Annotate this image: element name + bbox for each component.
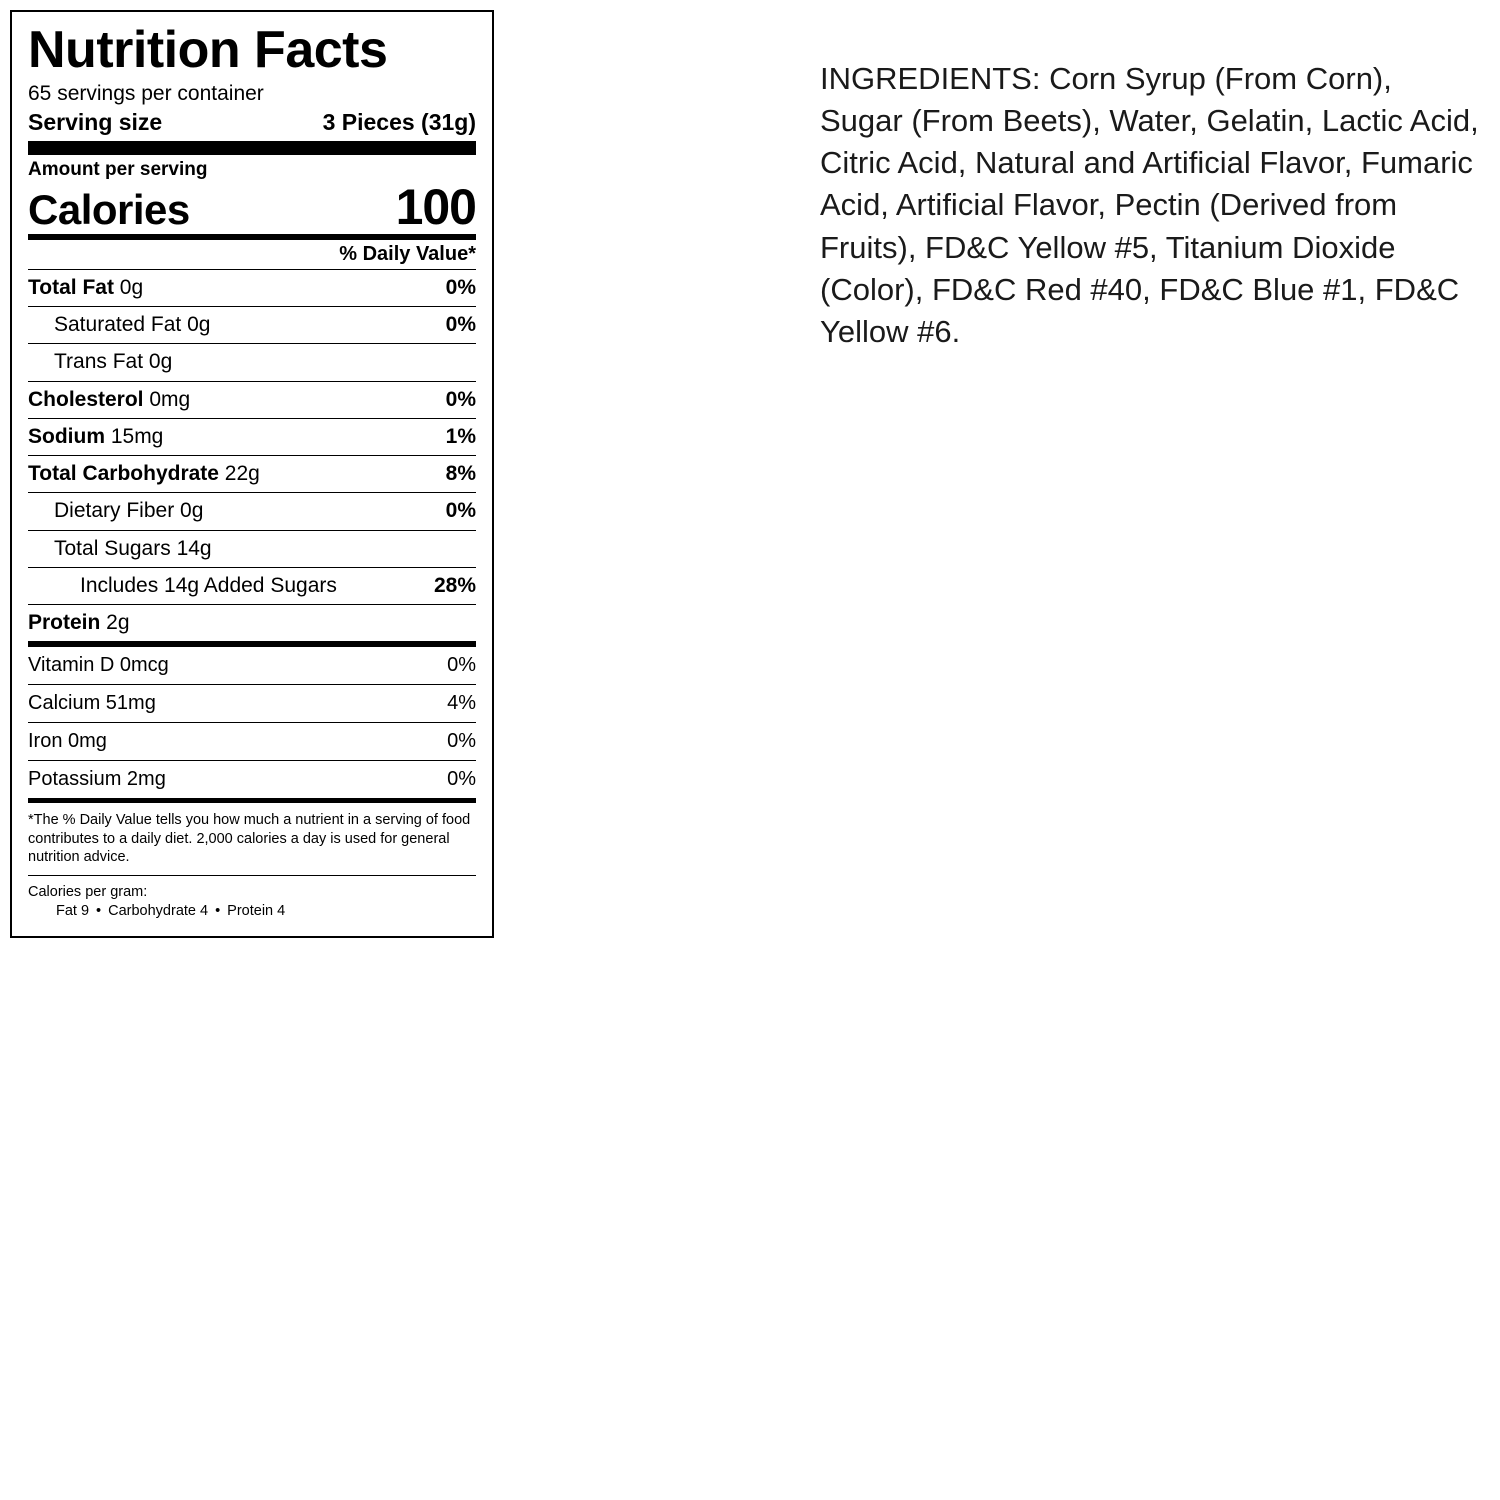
- nutrient-name: Cholesterol 0mg: [28, 387, 191, 411]
- calories-per-gram-block: [28, 876, 476, 922]
- nutrient-row: [28, 568, 476, 604]
- calories-row: [28, 178, 476, 235]
- vitamin-row: [28, 647, 476, 684]
- nutrient-row: [28, 307, 476, 343]
- nutrient-name: Protein 2g: [28, 611, 130, 635]
- serving-size-row: [28, 108, 476, 141]
- daily-value-footnote: *The % Daily Value tells you how much a nutrient in a serving of food contributes to a daily diet. 2,000 calories a day is used for general nutrition advice.: [28, 812, 471, 866]
- nutrient-row: [28, 456, 476, 492]
- vitamin-daily-value: 0%: [447, 654, 476, 677]
- calories-label: Calories: [28, 185, 190, 233]
- vitamin-row: [28, 723, 476, 760]
- calories-per-gram-item: Fat 9: [56, 903, 90, 920]
- vitamin-daily-value: 0%: [447, 730, 476, 753]
- nutrient-daily-value: 0%: [445, 313, 476, 337]
- calories-per-gram-label: Calories per gram:: [28, 883, 148, 900]
- calories-per-gram-list: [28, 902, 476, 922]
- nutrient-rows: [28, 270, 476, 642]
- nutrient-row: [28, 531, 476, 567]
- nutrient-row: [28, 493, 476, 529]
- calories-per-gram-item: Protein 4: [227, 903, 286, 920]
- nutrient-name: Total Fat 0g: [28, 275, 144, 299]
- calories-value: 100: [395, 178, 476, 235]
- nutrient-daily-value: 0%: [445, 387, 476, 411]
- vitamin-name: Vitamin D 0mcg: [28, 654, 169, 677]
- nutrient-name: Sodium 15mg: [28, 424, 164, 448]
- vitamin-row: [28, 761, 476, 798]
- vitamin-daily-value: 0%: [447, 768, 476, 791]
- ingredients-text: INGREDIENTS: Corn Syrup (From Corn), Sugar (From Beets), Water, Gelatin, Lactic Acid, Citric Acid, Natural and Artificial Flavor, Fumaric Acid, Artificial Flavor, Pectin (Derived from Fruits), FD&C Yellow #5, Titanium Dioxide (Color), FD&C Red #40, FD&C Blue #1, FD&C Yellow #6.: [820, 61, 1479, 349]
- vitamin-daily-value: 4%: [447, 692, 476, 715]
- bullet-separator-icon: •: [96, 903, 102, 920]
- nutrient-name: Total Sugars 14g: [54, 536, 212, 560]
- nutrient-name: Dietary Fiber 0g: [54, 499, 204, 523]
- nutrient-daily-value: 1%: [445, 424, 476, 448]
- nutrient-row: [28, 382, 476, 418]
- nutrient-daily-value: 8%: [445, 462, 476, 486]
- nutrient-daily-value: 0%: [445, 499, 476, 523]
- vitamin-name: Calcium 51mg: [28, 692, 156, 715]
- nutrition-facts-panel: [10, 10, 494, 938]
- calories-per-gram-item: Carbohydrate 4: [108, 903, 209, 920]
- nutrient-row: [28, 605, 476, 641]
- nutrient-row: [28, 419, 476, 455]
- amount-per-serving-label: Amount per serving: [28, 158, 208, 180]
- bullet-separator-icon: •: [215, 903, 221, 920]
- nutrient-name: Trans Fat 0g: [54, 350, 173, 374]
- nutrient-row: [28, 270, 476, 306]
- nutrient-daily-value: 0%: [445, 275, 476, 299]
- divider-thick-top: [28, 141, 476, 155]
- vitamin-row: [28, 685, 476, 722]
- vitamin-name: Potassium 2mg: [28, 768, 166, 791]
- vitamin-rows: [28, 647, 476, 798]
- nutrient-name: Saturated Fat 0g: [54, 313, 211, 337]
- nutrient-name: Total Carbohydrate 22g: [28, 462, 260, 486]
- nutrient-daily-value: 28%: [433, 573, 476, 597]
- servings-per-container: 65 servings per container: [28, 82, 264, 106]
- vitamin-name: Iron 0mg: [28, 730, 107, 753]
- daily-value-header: % Daily Value*: [339, 242, 476, 265]
- nutrition-facts-title: Nutrition Facts: [28, 21, 388, 79]
- serving-size-label: Serving size: [28, 109, 163, 136]
- nutrient-name: Includes 14g Added Sugars: [80, 573, 337, 597]
- serving-size-value: 3 Pieces (31g): [322, 109, 476, 136]
- nutrient-row: [28, 344, 476, 380]
